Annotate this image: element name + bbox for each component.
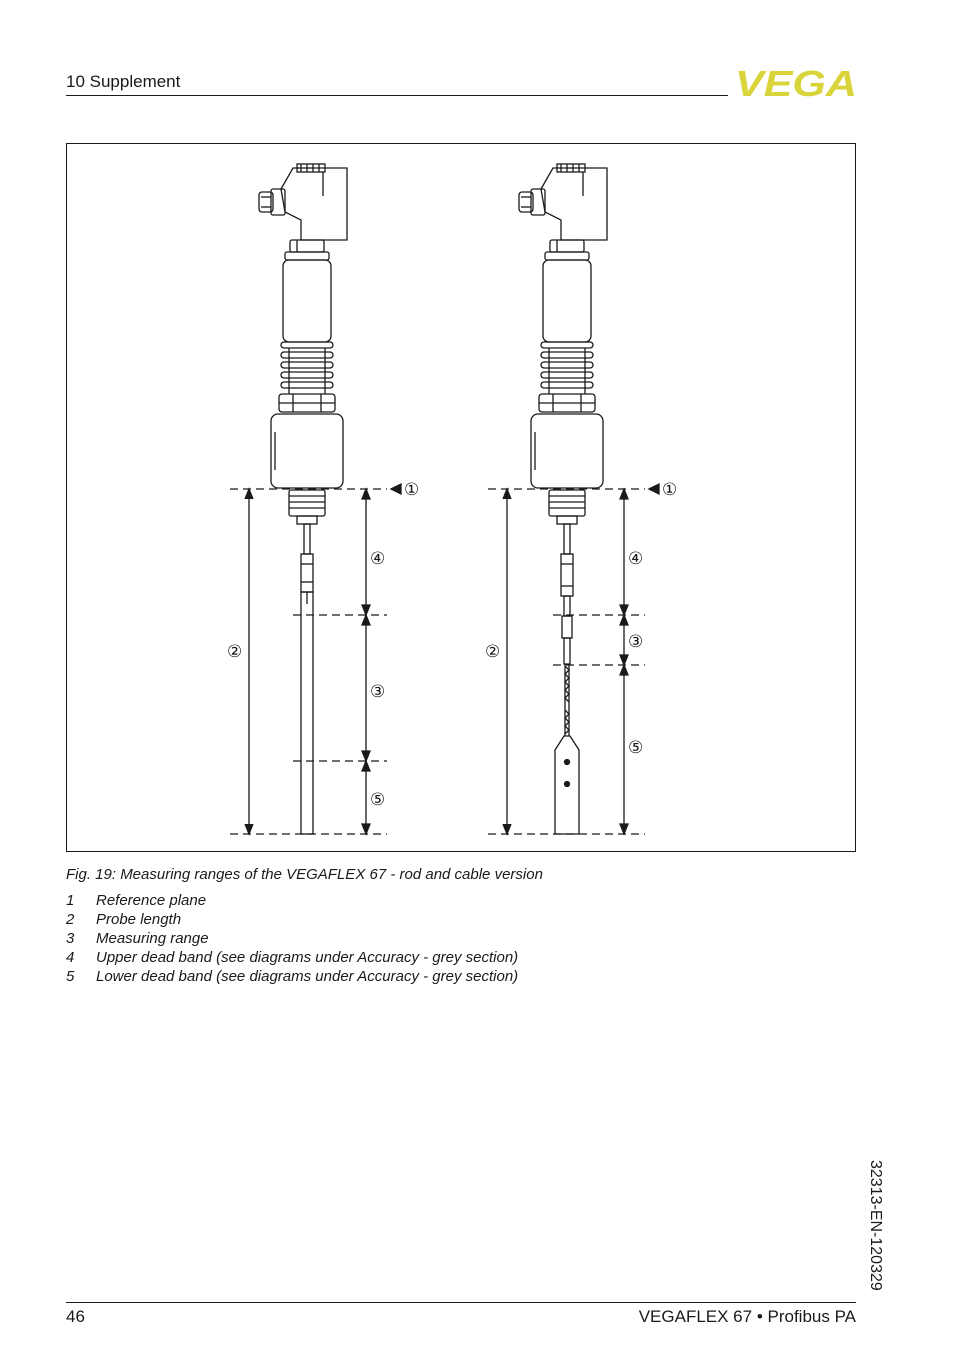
svg-text:VEGA: VEGA [735, 66, 857, 100]
figure-caption: Fig. 19: Measuring ranges of the VEGAFLEX 67 - rod and cable version [66, 866, 543, 883]
vega-logo [735, 66, 859, 100]
probe-diagram [67, 144, 857, 853]
legend-item: 5 Lower dead band (see diagrams under Accuracy - grey section) [66, 968, 519, 985]
legend-item: 4 Upper dead band (see diagrams under Accuracy - grey section) [66, 949, 519, 966]
callout-4-right: ④ [628, 549, 644, 569]
callout-1-left: ① [404, 480, 420, 500]
legend-item: 3 Measuring range [66, 930, 209, 947]
callout-3-right: ③ [628, 632, 644, 652]
header-rule [66, 95, 728, 96]
section-title: 10 Supplement [66, 72, 181, 91]
callout-5-right: ⑤ [628, 738, 644, 758]
figure-frame [66, 143, 856, 852]
product-name: VEGAFLEX 67 • Profibus PA [638, 1307, 856, 1326]
document-number: 32313-EN-120329 [867, 1160, 884, 1291]
callout-1-right: ① [662, 480, 678, 500]
callout-4-left: ④ [370, 549, 386, 569]
legend-item: 1 Reference plane [66, 892, 207, 909]
figure-legend [66, 891, 518, 986]
callout-2-left: ② [227, 642, 243, 662]
callout-2-right: ② [485, 642, 501, 662]
page-number: 46 [66, 1307, 85, 1326]
callout-5-left: ⑤ [370, 790, 386, 810]
callout-3-left: ③ [370, 682, 386, 702]
footer-rule [66, 1302, 856, 1303]
legend-item: 2 Probe length [66, 911, 182, 928]
